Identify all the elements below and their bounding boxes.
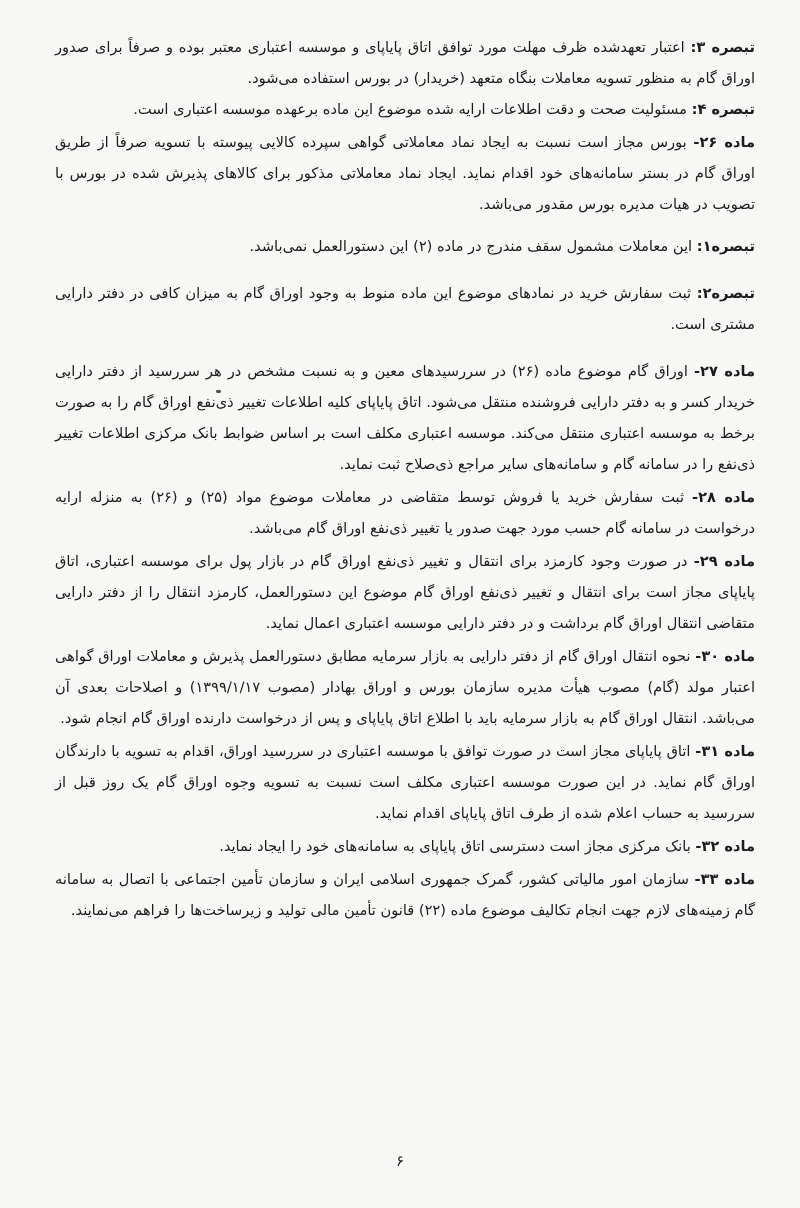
article-27-text: اوراق گام موضوع ماده (۲۶) در سررسیدهای معین و به نسبت مشخص در هر سررسید از دفتر دارایی خریدار کسر و به دفتر دارایی فروشنده منتقل می‌شود. اتاق پایاپای کلیه اطلاعات تغییر ذی‌نفع اوراق گام را به صورت برخط به موسسه اعتباری منتقل می‌کند. موسسه اعتباری مکلف است بر اساس ضوابط بانک مرکزی اطلاعات تغییر ذی‌نفع را در سامانه گام و سامانه‌های سایر مراجع ذی‌صلاح ثبت نماید. [55, 363, 755, 473]
article-26 [55, 127, 755, 220]
article-31-text: اتاق پایاپای مجاز است در صورت توافق با موسسه اعتباری در سررسید اوراق، اقدام به تسویه با دارندگان اوراق گام نماید. در این صورت موسسه اعتباری مکلف است نسبت به تسویه وجوه اوراق گام یک روز قبل از سررسید به حساب اعلام شده از طرف اتاق پایاپای اقدام نماید. [55, 743, 755, 822]
note-4-text: مسئولیت صحت و دقت اطلاعات ارایه شده موضوع این ماده برعهده موسسه اعتباری است. [133, 101, 692, 118]
article-33 [55, 864, 755, 926]
article-33-text: سازمان امور مالیاتی کشور، گمرک جمهوری اسلامی ایران و سازمان تأمین اجتماعی با اتصال به سامانه گام زمینه‌های لازم جهت انجام تکالیف موضوع ماده (۲۲) قانون تأمین مالی تولید و زیرساخت‌ها را فراهم می‌نمایند. [55, 871, 755, 919]
article-27 [55, 356, 755, 480]
article-32 [55, 831, 755, 862]
article-30-label: ماده ۳۰- [695, 648, 755, 665]
article-26-text: بورس مجاز است نسبت به ایجاد نماد معاملاتی گواهی سپرده کالایی پیوسته با تسویه صرفاً از طریق اوراق گام در بستر سامانه‌های خود اقدام نماید. ایجاد نماد معاملاتی مذکور برای کالاهای پذیرش شده در بورس با تصویب در هیات مدیره بورس مقدور می‌باشد. [55, 134, 755, 213]
article-28-label: ماده ۲۸- [692, 489, 756, 506]
article-26-label: ماده ۲۶- [693, 134, 755, 151]
note-4 [55, 94, 755, 125]
note-4-label: تبصره ۴: [691, 101, 755, 118]
article-31-label: ماده ۳۱- [695, 743, 755, 760]
article-32-label: ماده ۳۲- [695, 838, 755, 855]
page-number: ۶ [395, 1152, 405, 1170]
article-26-note-2-text: ثبت سفارش خرید در نمادهای موضوع این ماده منوط به وجود اوراق گام به میزان کافی در دفتر دارایی مشتری است. [55, 285, 755, 333]
article-30 [55, 641, 755, 734]
note-3-label: تبصره ۳: [690, 39, 755, 56]
note-3 [55, 32, 755, 94]
article-26-note-1 [55, 231, 755, 262]
article-29-text: در صورت وجود کارمزد برای انتقال و تغییر ذی‌نفع اوراق گام در بازار پول برای موسسه اعتباری، اتاق پایاپای مجاز است برای انتقال و تغییر ذی‌نفع اوراق گام موضوع این دستورالعمل، کارمزد انتقال را از دفتر دارایی متقاضی انتقال اوراق گام برداشت و در دفتر دارایی موسسه اعتباری اعمال نماید. [55, 553, 755, 632]
article-31 [55, 736, 755, 829]
article-29 [55, 546, 755, 639]
article-26-note-2 [55, 278, 755, 340]
article-32-text: بانک مرکزی مجاز است دسترسی اتاق پایاپای به سامانه‌های خود را ایجاد نماید. [219, 838, 696, 855]
article-30-text: نحوه انتقال اوراق گام از دفتر دارایی به بازار سرمایه مطابق دستورالعمل پذیرش و معاملات اوراق گواهی اعتبار مولد (گام) مصوب هیأت مدیره سازمان بورس و اوراق بهادار (مصوب ۱۳۹۹/۱/۱۷) و اصلاحات بعدی آن می‌باشد. انتقال اوراق گام به بازار سرمایه باید با اطلاع اتاق پایاپای و پس از درخواست دارنده اوراق گام انجام شود. [55, 648, 755, 727]
article-26-note-1-text: این معاملات مشمول سقف مندرج در ماده (۲) این دستورالعمل نمی‌باشد. [249, 238, 697, 255]
article-26-note-2-label: تبصره۲: [696, 285, 755, 302]
article-27-label: ماده ۲۷- [693, 363, 756, 380]
article-26-note-1-label: تبصره۱: [696, 238, 755, 255]
article-29-label: ماده ۲۹- [693, 553, 755, 570]
article-33-label: ماده ۳۳- [694, 871, 756, 888]
article-28-text: ثبت سفارش خرید یا فروش توسط متقاضی در معاملات موضوع مواد (۲۵) و (۲۶) به منزله ارایه درخواست در سامانه گام حسب مورد جهت صدور یا تغییر ذی‌نفع اوراق گام می‌باشد. [55, 489, 755, 537]
article-28 [55, 482, 755, 544]
document-body [55, 32, 755, 926]
note-3-text: اعتبار تعهدشده ظرف مهلت مورد توافق اتاق پایاپای و موسسه اعتباری معتبر بوده و صرفاً برای صدور اوراق گام به منظور تسویه معاملات بنگاه متعهد (خریدار) در بورس استفاده می‌شود. [55, 39, 755, 87]
